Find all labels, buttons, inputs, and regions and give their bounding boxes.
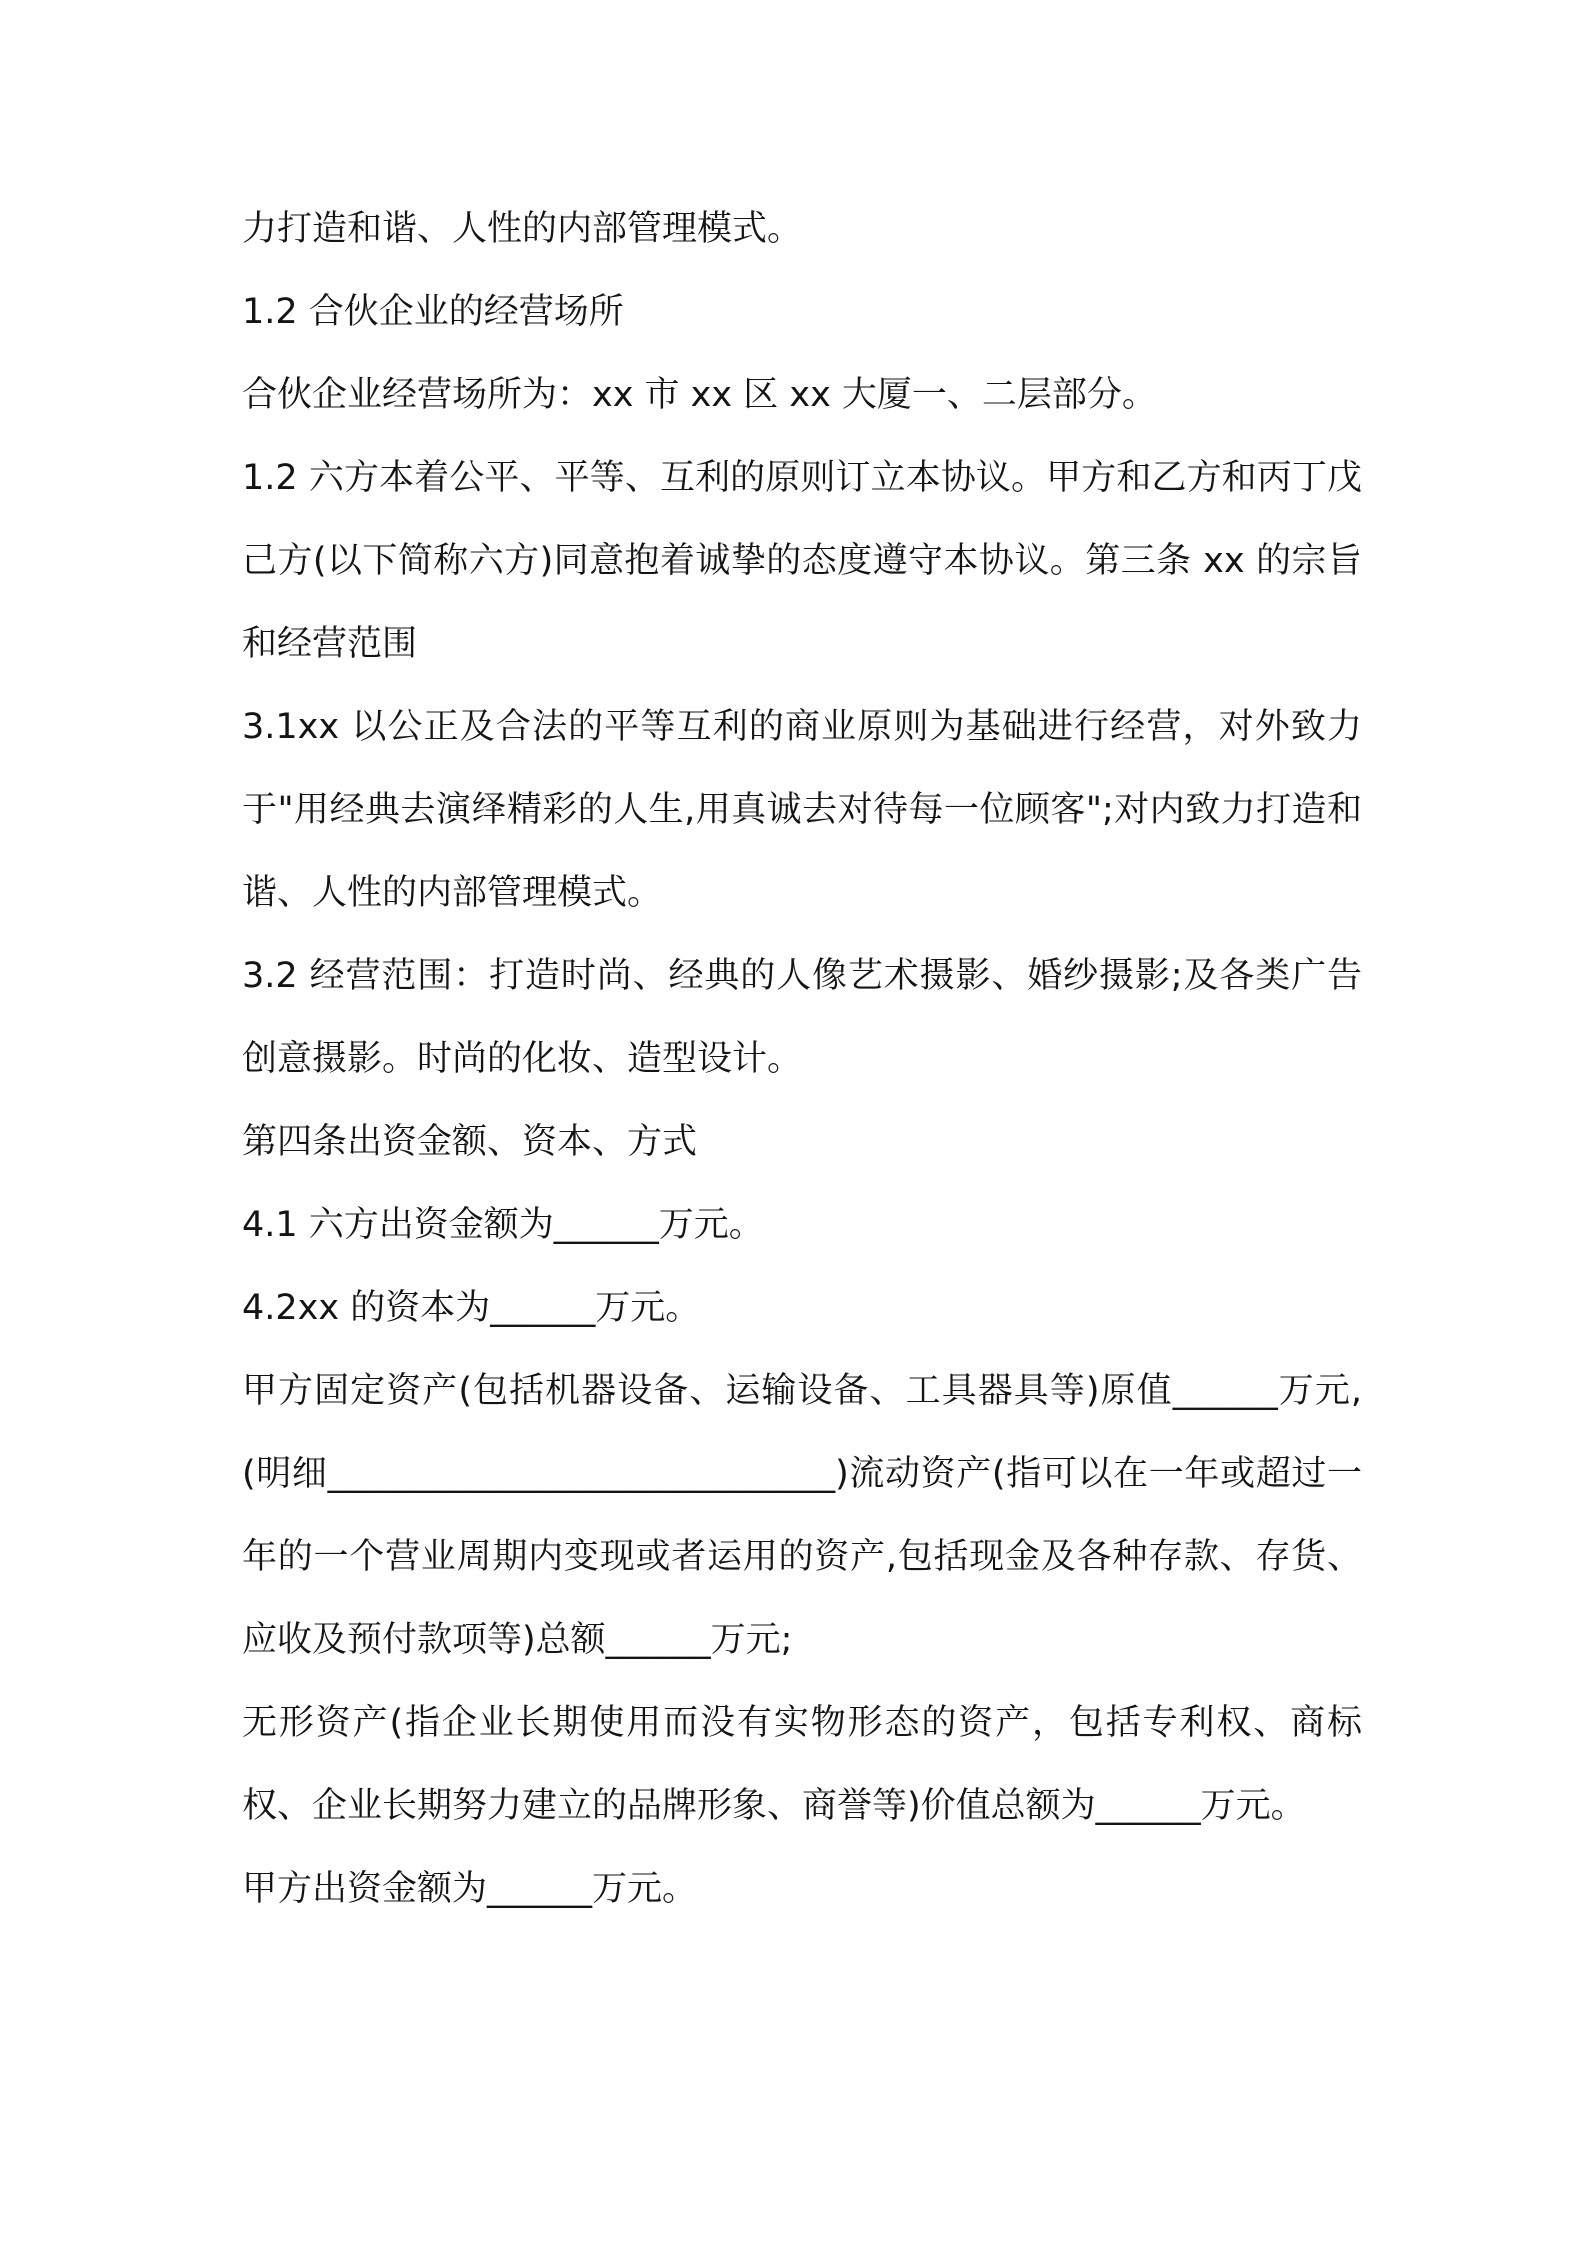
paragraph-party-a-contribution: 甲方出资金额为______万元。 xyxy=(242,1869,698,1909)
paragraph-contribution-amount: 4.1 六方出资金额为______万元。 xyxy=(242,1205,764,1245)
paragraph-capital: 4.2xx 的资本为______万元。 xyxy=(242,1288,701,1328)
heading-business-premises: 1.2 合伙企业的经营场所 xyxy=(242,292,624,332)
paragraph-fixed-assets: 甲方固定资产(包括机器设备、运输设备、工具器具等)原值______万元,(明细_____________________________)流动资产(指可以在一年或超过一年的一个营业周期内变现或者运用的资产,包括现金及各种存款、存货、应收及预付款项等)总额______万元; xyxy=(242,1371,1363,1660)
paragraph-purpose: 3.1xx 以公正及合法的平等互利的商业原则为基础进行经营，对外致力于"用经典去演绎精彩的人生,用真诚去对待每一位顾客";对内致力打造和谐、人性的内部管理模式。 xyxy=(242,707,1362,913)
paragraph-intangible-assets: 无形资产(指企业长期使用而没有实物形态的资产，包括专利权、商标权、企业长期努力建立的品牌形象、商誉等)价值总额为______万元。 xyxy=(242,1703,1362,1826)
heading-article-four: 第四条出资金额、资本、方式 xyxy=(242,1122,698,1162)
paragraph-business-premises: 合伙企业经营场所为：xx 市 xx 区 xx 大厦一、二层部分。 xyxy=(242,375,1157,415)
document-body xyxy=(242,188,1362,1931)
paragraph-business-scope: 3.2 经营范围：打造时尚、经典的人像艺术摄影、婚纱摄影;及各类广告创意摄影。时尚的化妆、造型设计。 xyxy=(242,956,1362,1079)
paragraph-agreement-principles: 1.2 六方本着公平、平等、互利的原则订立本协议。甲方和乙方和丙丁戊己方(以下简称六方)同意抱着诚挚的态度遵守本协议。第三条 xx 的宗旨和经营范围 xyxy=(242,458,1362,664)
paragraph-management-mode: 力打造和谐、人性的内部管理模式。 xyxy=(242,209,803,249)
